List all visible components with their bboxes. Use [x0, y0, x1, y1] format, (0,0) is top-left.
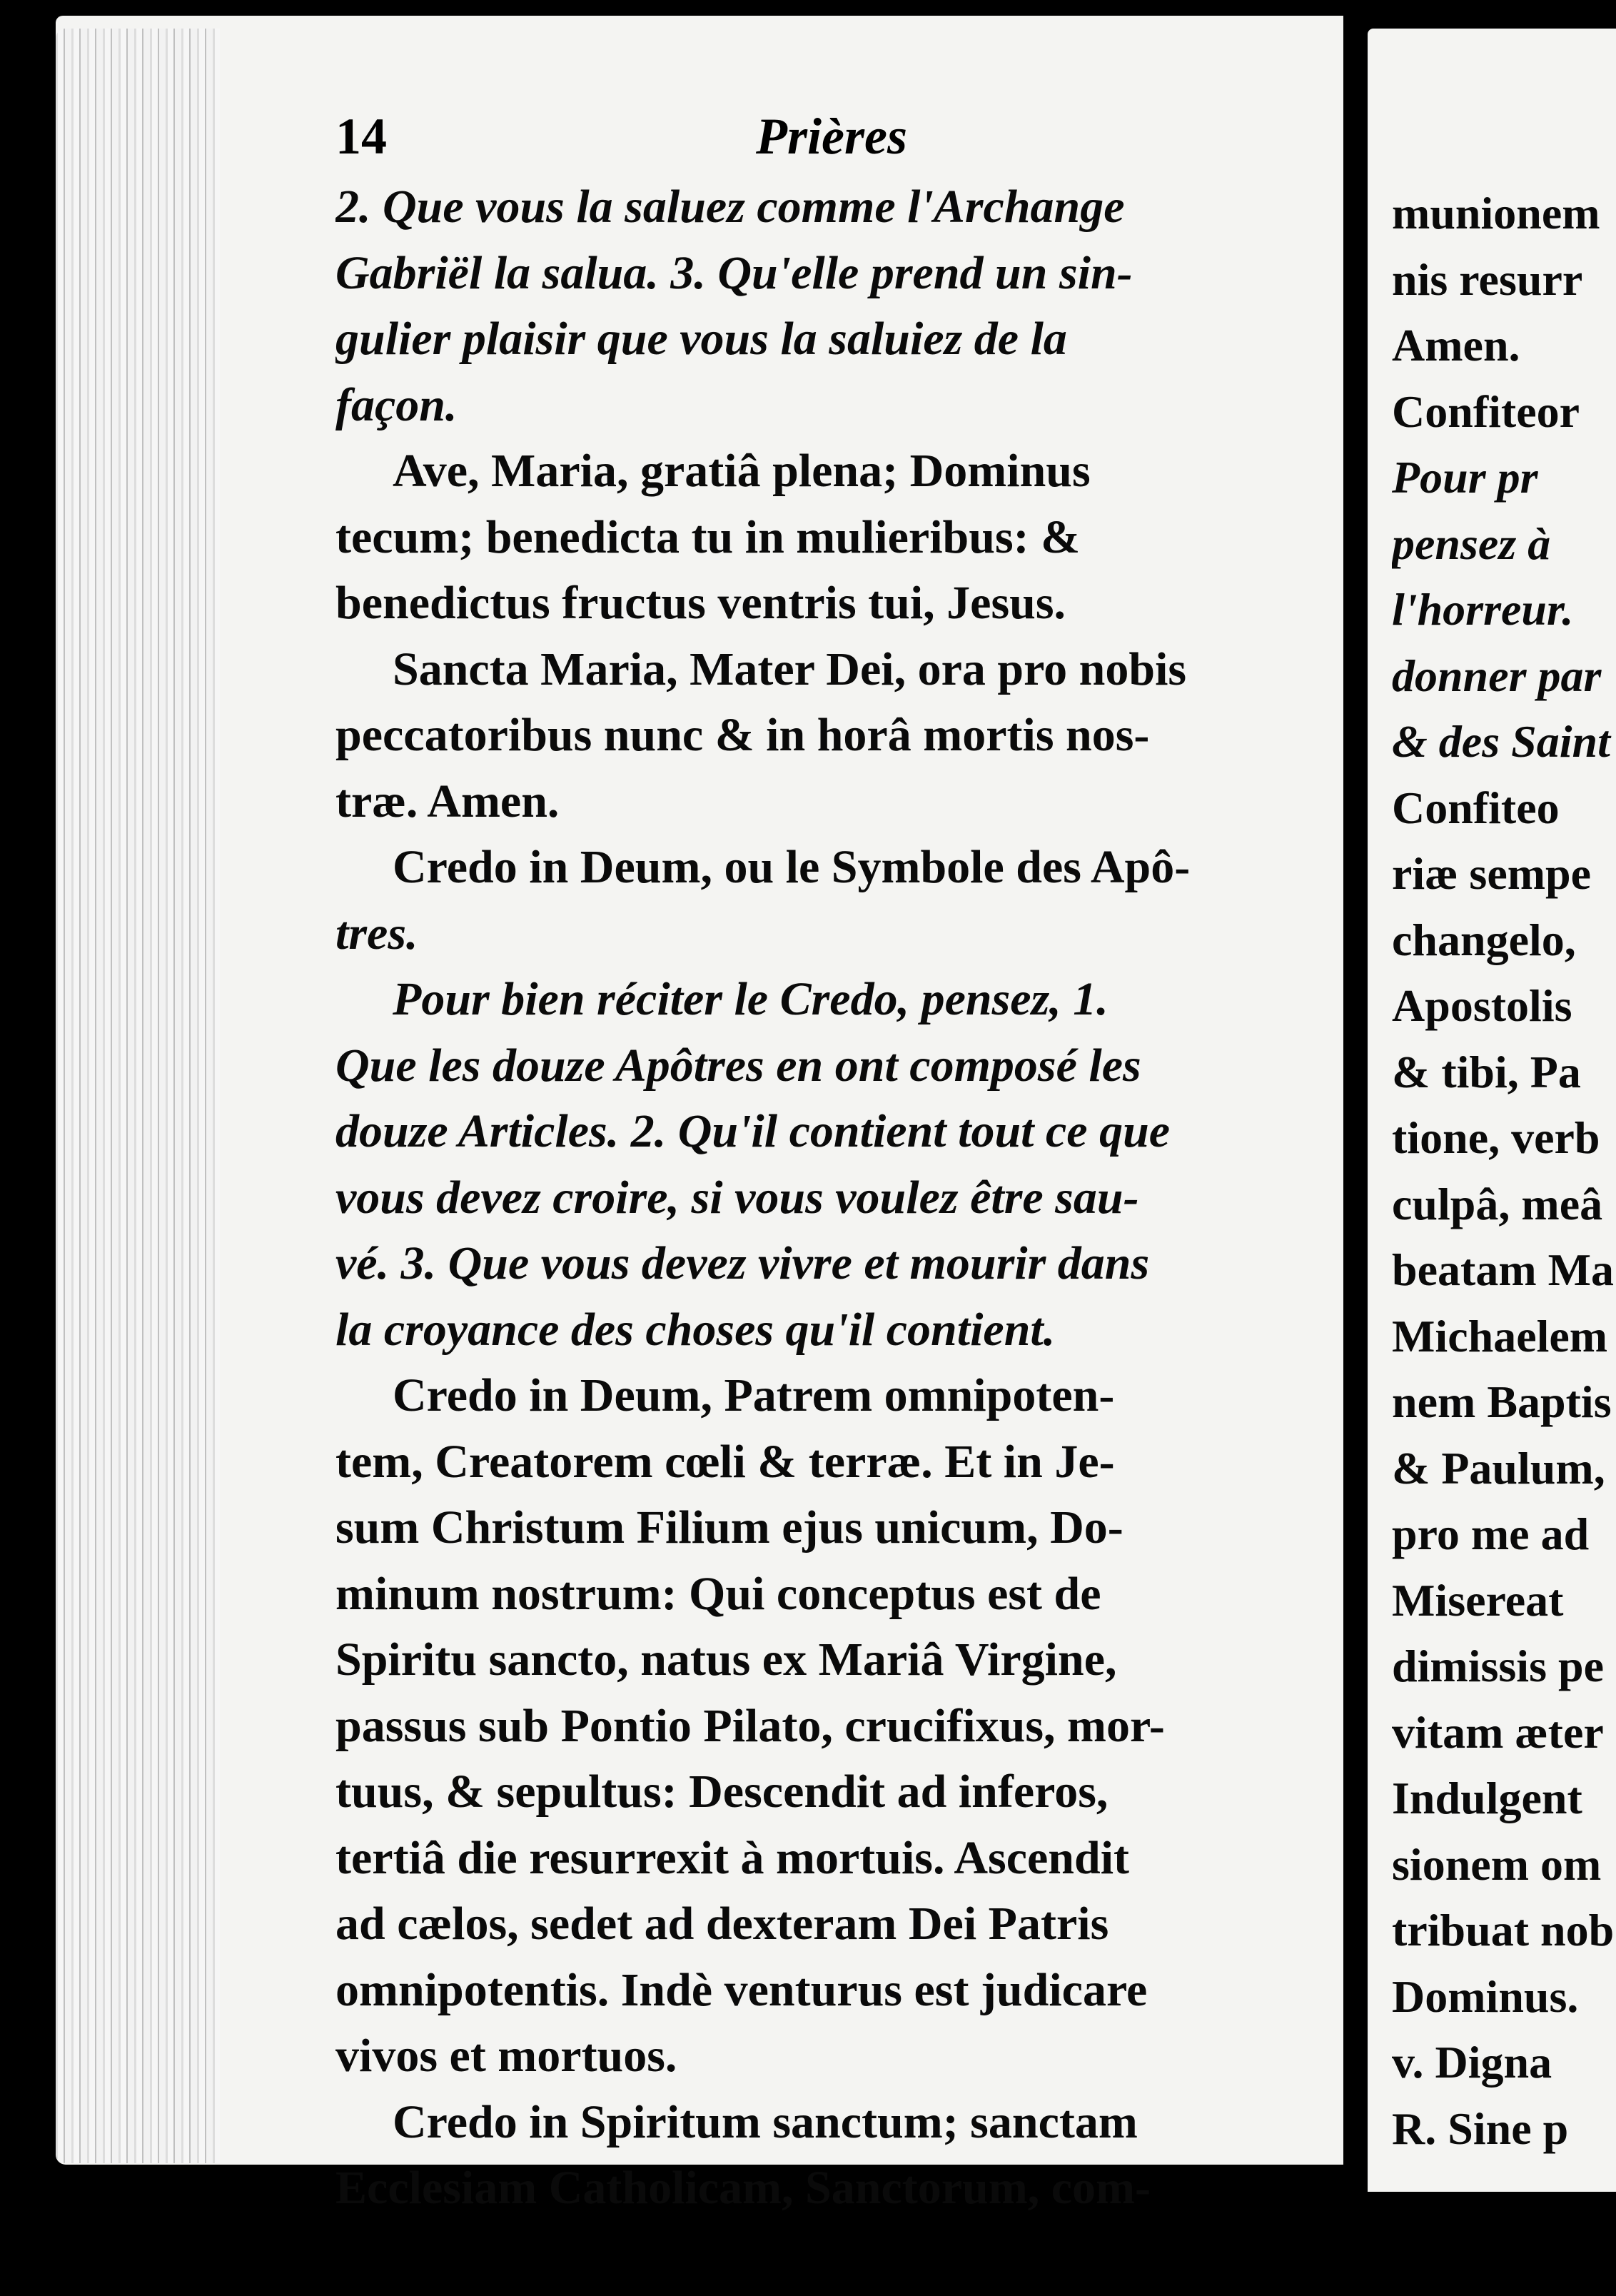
text-line: nem Baptis: [1392, 1376, 1612, 1427]
text-line: & tibi, Pa: [1392, 1046, 1581, 1097]
text-line: sum Christum Filium ejus unicum, Do-: [335, 1501, 1123, 1554]
text-line: tione, verb: [1392, 1112, 1600, 1163]
text-line: tertiâ die resurrexit à mortuis. Ascendit: [335, 1831, 1130, 1884]
text-line: pensez à: [1392, 518, 1551, 569]
text-line: tecum; benedicta tu in mulieribus: &: [335, 510, 1081, 563]
text-line: & des Saint: [1392, 716, 1610, 767]
text-line: douze Articles. 2. Qu'il contient tout ce que: [335, 1105, 1171, 1157]
text-line: Indulgent: [1392, 1773, 1582, 1823]
text-line: gulier plaisir que vous la saluiez de la: [335, 313, 1067, 365]
text-line: façon.: [335, 378, 458, 431]
text-line: minum nostrum: Qui conceptus est de: [335, 1567, 1101, 1620]
text-line: vé. 3. Que vous devez vivre et mourir dans: [335, 1237, 1150, 1289]
book-gutter: [1343, 0, 1368, 2296]
text-line: Misereat: [1392, 1574, 1564, 1626]
text-line: tem, Creatorem cœli & terræ. Et in Je-: [335, 1435, 1115, 1488]
text-line: 2. Que vous la saluez comme l'Archange: [335, 181, 1125, 233]
text-line: R. Sine p: [1392, 2103, 1569, 2154]
text-line: Apostolis: [1392, 980, 1572, 1031]
text-line: Ave, Maria, gratiâ plena; Dominus: [393, 445, 1091, 497]
text-line: Confiteo: [1392, 782, 1560, 833]
text-line: munionem: [1392, 188, 1600, 238]
page-number: 14: [335, 108, 387, 165]
text-line: la croyance des choses qu'il contient.: [335, 1303, 1056, 1356]
text-line: culpâ, meâ: [1392, 1178, 1603, 1229]
running-title: Prières: [756, 108, 907, 165]
page-edges: [56, 29, 220, 2163]
text-line: Credo in Deum, Patrem omnipoten-: [393, 1369, 1115, 1421]
text-line: Gabriël la salua. 3. Qu'elle prend un sin-: [335, 246, 1133, 299]
text-line: nis resurr: [1392, 253, 1583, 305]
text-line: Ecclesiam Catholicam, Sanctorum, com-: [335, 2162, 1151, 2214]
text-line: vous devez croire, si vous voulez être sau-: [335, 1171, 1139, 1224]
text-line: beatam Ma: [1392, 1244, 1615, 1295]
text-line: omnipotentis. Indè venturus est judicare: [335, 1963, 1148, 2016]
text-line: changelo,: [1392, 914, 1576, 965]
text-line: v. Digna: [1392, 2037, 1552, 2088]
text-line: tres.: [335, 907, 418, 960]
text-line: sionem om: [1392, 1838, 1602, 1890]
text-line: & Paulum,: [1392, 1442, 1605, 1494]
text-line: træ. Amen.: [335, 775, 560, 827]
text-line: ad cælos, sedet ad dexteram Dei Patris: [335, 1898, 1109, 1950]
text-line: Pour pr: [1392, 452, 1538, 503]
text-line: tuus, & sepultus: Descendit ad inferos,: [335, 1766, 1109, 1818]
text-line: benedictus fructus ventris tui, Jesus.: [335, 577, 1066, 629]
text-line: Spiritu sancto, natus ex Mariâ Virgine,: [335, 1633, 1117, 1686]
text-line: dimissis pe: [1392, 1641, 1604, 1691]
text-line: riæ sempe: [1392, 848, 1592, 899]
text-line: pro me ad: [1392, 1509, 1590, 1559]
text-line: Sancta Maria, Mater Dei, ora pro nobis: [393, 643, 1187, 695]
text-line: Credo in Deum, ou le Symbole des Apô-: [393, 841, 1191, 893]
text-line: peccatoribus nunc & in horâ mortis nos-: [335, 709, 1150, 761]
text-line: l'horreur.: [1392, 584, 1574, 635]
text-line: vitam æter: [1392, 1706, 1604, 1758]
text-line: donner par: [1392, 650, 1602, 701]
page-header: [335, 107, 1328, 178]
text-line: Amen.: [1392, 320, 1520, 371]
text-line: tribuat nob: [1392, 1905, 1615, 1955]
text-line: vivos et mortuos.: [335, 2030, 677, 2082]
text-line: Dominus.: [1392, 1970, 1579, 2022]
text-line: Confiteor: [1392, 386, 1580, 437]
text-line: Que les douze Apôtres en ont composé les: [335, 1039, 1141, 1092]
text-line: passus sub Pontio Pilato, crucifixus, mor-: [335, 1699, 1165, 1752]
text-line: Pour bien réciter le Credo, pensez, 1.: [393, 973, 1109, 1025]
text-line: Credo in Spiritum sanctum; sanctam: [393, 2095, 1138, 2148]
text-line: Michaelem: [1392, 1310, 1608, 1361]
